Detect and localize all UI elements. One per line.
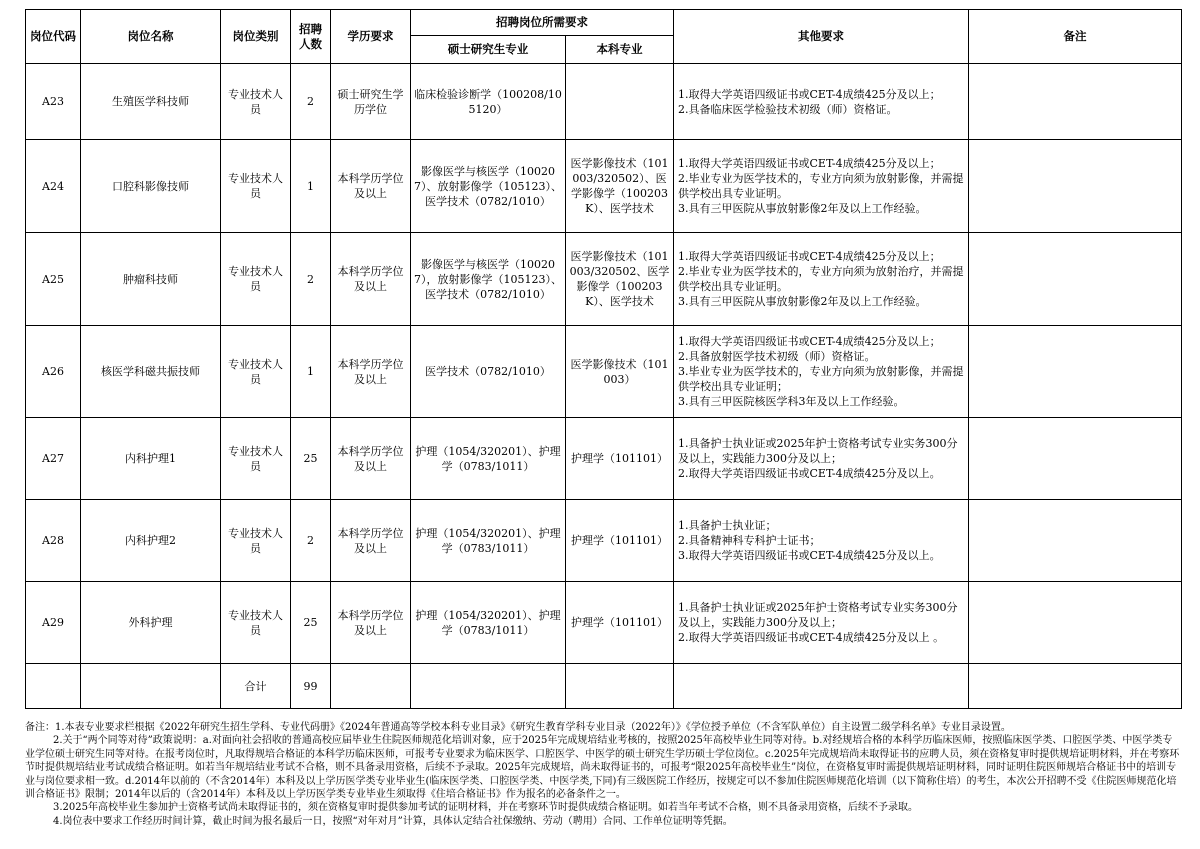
cell-code: A29 (26, 582, 81, 664)
cell-other (674, 500, 969, 582)
header-other: 其他要求 (674, 10, 969, 64)
cell-master-major: 护理（1054/320201）、护理学（0783/1011） (411, 500, 566, 582)
other-line: 1.取得大学英语四级证书或CET-4成绩425分及以上； (678, 250, 941, 263)
cell-education: 本科学历学位及以上 (331, 233, 411, 326)
header-name: 岗位名称 (81, 10, 221, 64)
other-line: 3.具有三甲医院从事放射影像2年及以上工作经验。 (678, 202, 927, 215)
cell-category: 专业技术人员 (221, 418, 291, 500)
cell-remark (969, 500, 1182, 582)
table-row (26, 582, 1182, 664)
table-row (26, 418, 1182, 500)
other-line: 1.取得大学英语四级证书或CET-4成绩425分及以上； (678, 335, 941, 348)
footnote-2: 2.关于“两个同等对待”政策说明：a.对面向社会招收的普通高校应届毕业生住院医师规范化培训对象，应于2025年完成规培结业考核的，按照2025年高校毕业生同等对待。b.对经规培合格的本科学历临床医师，按照临床医学类、口腔医学类、中医学类专业学位硕士研究生同等对待。在报考岗位时，凡取得规培合格证的本科学历临床医师，可报考专业要求为临床医学、口腔医学、中医学的硕士研究生学历硕士学位岗位。c.2025年完成规培尚未取得证书的应聘人员，须在资格复审时提供规培证明材料，并在考察环节时提供规培结业考试成绩合格证明。如若当年规培结业考试不合格，则不具备录用资格，后续不予录取。2025年完成规培，尚未取得证书的，可报考“限2025年高校毕业生”岗位，在资格复审时需提供规培证明材料，同时证明住院医师规培合格证书中的培训专业与岗位要求相一致。d.2014年以前的（不含2014年）本科及以上学历医学类专业毕业生(临床医学类、口腔医学类、中医学类,下同)有三级医院工作经历，按规定可以不参加住院医师规范化培训（以下简称住培）的考生，本次公开招聘不受《住院医师规范化培训合格证书》限制；2014年以后的（含2014年）本科及以上学历医学类专业毕业生须取得《住培合格证书》作为报名的必备条件之一。 (25, 735, 1180, 801)
header-master-major: 硕士研究生专业 (411, 36, 566, 64)
other-line: 1.取得大学英语四级证书或CET-4成绩425分及以上； (678, 87, 941, 101)
header-count: 招聘人数 (291, 10, 331, 64)
cell-other (674, 582, 969, 664)
cell-name: 核医学科磁共振技师 (81, 326, 221, 418)
recruitment-table (25, 9, 1182, 709)
recruitment-table-wrapper (25, 9, 1181, 709)
cell-empty (969, 664, 1182, 709)
cell-name: 口腔科影像技师 (81, 140, 221, 233)
cell-bachelor-major (566, 64, 674, 140)
cell-bachelor-major: 护理学（101101） (566, 500, 674, 582)
header-category: 岗位类别 (221, 10, 291, 64)
cell-remark (969, 326, 1182, 418)
other-line: 3.毕业专业为医学技术的，专业方向须为放射影像，并需提供学校出具专业证明； (678, 365, 964, 393)
table-row (26, 64, 1182, 140)
cell-count: 1 (291, 140, 331, 233)
cell-count: 2 (291, 64, 331, 140)
cell-category: 专业技术人员 (221, 140, 291, 233)
cell-code: A25 (26, 233, 81, 326)
cell-empty (331, 664, 411, 709)
table-body (26, 64, 1182, 709)
table-row (26, 140, 1182, 233)
cell-remark (969, 582, 1182, 664)
cell-bachelor-major: 医学影像技术（101003/320502）、医学影像学（100203K）、医学技术 (566, 140, 674, 233)
cell-count: 2 (291, 500, 331, 582)
cell-name: 外科护理 (81, 582, 221, 664)
cell-code: A27 (26, 418, 81, 500)
cell-category: 专业技术人员 (221, 582, 291, 664)
header-bachelor-major: 本科专业 (566, 36, 674, 64)
cell-remark (969, 418, 1182, 500)
total-count: 99 (291, 664, 331, 709)
cell-count: 25 (291, 418, 331, 500)
cell-remark (969, 64, 1182, 140)
footnote-4: 4.岗位表中要求工作经历时间计算，截止时间为报名最后一日，按照“对年对月”计算，具体认定结合社保缴纳、劳动（聘用）合同、工作单位证明等凭据。 (53, 815, 733, 827)
header-major-group: 招聘岗位所需要求 (411, 10, 674, 36)
table-row (26, 500, 1182, 582)
total-row (26, 664, 1182, 709)
cell-education: 硕士研究生学历学位 (331, 64, 411, 140)
cell-remark (969, 233, 1182, 326)
footnotes (25, 721, 1181, 828)
other-line: 1.具备护士执业证或2025年护士资格考试专业实务300分及以上，实践能力300分及以上； (678, 601, 958, 629)
other-line: 2.具备临床医学检验技术初级（师）资格证。 (678, 102, 898, 116)
other-line: 2.取得大学英语四级证书或CET-4成绩425分及以上 。 (678, 631, 945, 644)
cell-category: 专业技术人员 (221, 64, 291, 140)
cell-master-major: 护理（1054/320201）、护理学（0783/1011） (411, 418, 566, 500)
table-row (26, 233, 1182, 326)
cell-count: 2 (291, 233, 331, 326)
cell-category: 专业技术人员 (221, 500, 291, 582)
cell-bachelor-major: 医学影像技术（101003/320502、医学影像学（100203K）、医学技术 (566, 233, 674, 326)
cell-other (674, 326, 969, 418)
other-line: 3.具有三甲医院核医学科3年及以上工作经验。 (678, 395, 905, 408)
cell-count: 1 (291, 326, 331, 418)
other-line: 2.具备放射医学技术初级（师）资格证。 (678, 350, 876, 363)
cell-other (674, 64, 969, 140)
cell-count: 25 (291, 582, 331, 664)
other-line: 1.具备护士执业证或2025年护士资格考试专业实务300分及以上，实践能力300分及以上； (678, 437, 958, 465)
cell-empty (411, 664, 566, 709)
total-label: 合计 (221, 664, 291, 709)
cell-education: 本科学历学位及以上 (331, 582, 411, 664)
cell-empty (81, 664, 221, 709)
other-line: 2.毕业专业为医学技术的，专业方向须为放射影像，并需提供学校出具专业证明。 (678, 172, 964, 200)
cell-other (674, 140, 969, 233)
cell-master-major: 临床检验诊断学（100208/105120） (411, 64, 566, 140)
cell-category: 专业技术人员 (221, 326, 291, 418)
cell-master-major: 影像医学与核医学（100207），放射影像学（105123）、医学技术（0782/1010） (411, 233, 566, 326)
other-line: 2.毕业专业为医学技术的，专业方向须为放射治疗，并需提供学校出具专业证明。 (678, 265, 964, 293)
cell-education: 本科学历学位及以上 (331, 500, 411, 582)
header-remark: 备注 (969, 10, 1182, 64)
header-code: 岗位代码 (26, 10, 81, 64)
footnote-1: 备注：1.本表专业要求栏根据《2022年研究生招生学科、专业代码册》《2024年普通高等学校本科专业目录》《研究生教育学科专业目录（2022年）》《学位授予单位（不含军队单位）自主设置二级学科名单》专业目录设置。 (25, 722, 1011, 733)
cell-name: 生殖医学科技师 (81, 64, 221, 140)
cell-other (674, 418, 969, 500)
other-line: 3.具有三甲医院从事放射影像2年及以上工作经验。 (678, 295, 927, 308)
header-education: 学历要求 (331, 10, 411, 64)
other-line: 1.具备护士执业证； (678, 519, 777, 532)
cell-master-major: 护理（1054/320201）、护理学（0783/1011） (411, 582, 566, 664)
cell-master-major: 医学技术（0782/1010） (411, 326, 566, 418)
cell-master-major: 影像医学与核医学（100207）、放射影像学（105123）、医学技术（0782/1010） (411, 140, 566, 233)
cell-name: 内科护理1 (81, 418, 221, 500)
cell-other (674, 233, 969, 326)
cell-code: A26 (26, 326, 81, 418)
cell-education: 本科学历学位及以上 (331, 140, 411, 233)
cell-bachelor-major: 护理学（101101） (566, 418, 674, 500)
cell-bachelor-major: 护理学（101101） (566, 582, 674, 664)
cell-category: 专业技术人员 (221, 233, 291, 326)
cell-empty (674, 664, 969, 709)
cell-code: A24 (26, 140, 81, 233)
other-line: 1.取得大学英语四级证书或CET-4成绩425分及以上； (678, 157, 941, 170)
cell-bachelor-major: 医学影像技术（101003） (566, 326, 674, 418)
cell-empty (26, 664, 81, 709)
cell-code: A28 (26, 500, 81, 582)
cell-education: 本科学历学位及以上 (331, 326, 411, 418)
cell-remark (969, 140, 1182, 233)
other-line: 3.取得大学英语四级证书或CET-4成绩425分及以上。 (678, 549, 941, 562)
cell-empty (566, 664, 674, 709)
footnote-3: 3.2025年高校毕业生参加护士资格考试尚未取得证书的，须在资格复审时提供参加考试的证明材料，并在考察环节时提供成绩合格证明。如若当年考试不合格，则不具备录用资格，后续不予录取。 (53, 802, 918, 814)
cell-code: A23 (26, 64, 81, 140)
cell-name: 内科护理2 (81, 500, 221, 582)
cell-name: 肿瘤科技师 (81, 233, 221, 326)
cell-education: 本科学历学位及以上 (331, 418, 411, 500)
table-row (26, 326, 1182, 418)
other-line: 2.取得大学英语四级证书或CET-4成绩425分及以上。 (678, 467, 941, 480)
other-line: 2.具备精神科专科护士证书； (678, 534, 821, 547)
